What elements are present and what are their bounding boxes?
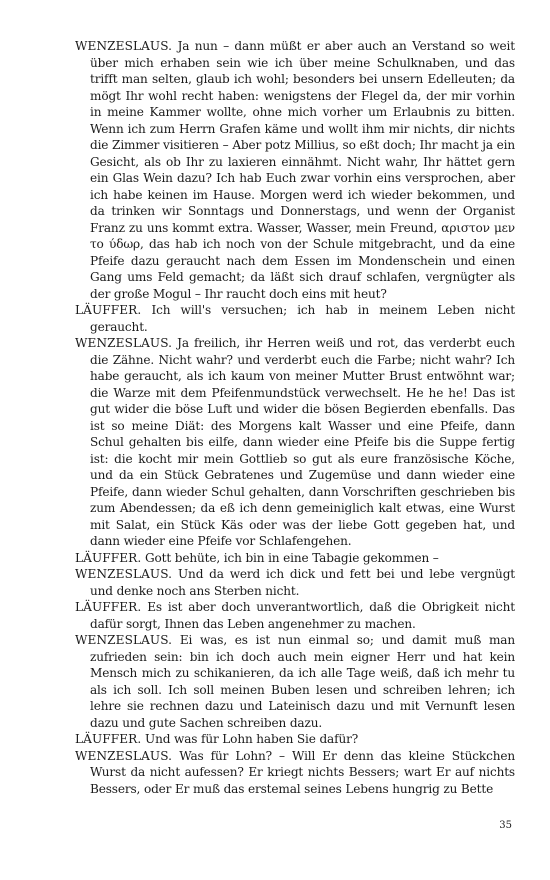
speech-text: Und da werd ich dick und fett bei und lebe vergnügt und denke noch ans Sterben nicht.: [90, 567, 515, 598]
speech-wenzeslaus-3: [75, 566, 515, 599]
speech-text: Ja nun – dann müßt er aber auch an Verstand so weit über mich erhaben sein wie ich über meine Schulknaben, und das trifft man selten, glaub ich wohl; besonders bei unsern Edelleuten; da mögt Ihr wohl recht haben: wenigstens der Flegel da, der mir vorhin in meine Kammer wollte, ohne mich vorher um Erlaubnis zu bitten. Wenn ich zum Herrn Grafen käme und wollt ihm mir nichts, dir nichts die Zimmer visitieren – Aber potz Millius, so eßt doch; Ihr macht ja ein Gesicht, als ob Ihr zu laxieren einnähmt. Nicht wahr, Ihr hättet gern ein Glas Wein dazu? Ich hab Euch zwar vorhin eins versprochen, aber ich habe keinen im Hause. Morgen werd ich wieder bekommen, und da trinken wir Sonntags und Donnerstags, und wenn der Organist Franz zu uns kommt extra. Wasser, Wasser, mein Freund, αριστον μεν το ύδωρ, das hab ich noch von der Schule mitgebracht, und da eine Pfeife dazu geraucht nach dem Essen im Mondenschein und einen Gang ums Feld gemacht; da läßt sich drauf schlafen, vergnügter als der große Mogul – Ihr raucht doch eins mit heut?: [90, 39, 515, 301]
speech-laeuffer-1: [75, 302, 515, 335]
book-page-text: [75, 38, 515, 797]
speech-wenzeslaus-4: [75, 632, 515, 731]
speech-wenzeslaus-2: [75, 335, 515, 550]
speech-text: Und was für Lohn haben Sie dafür?: [145, 732, 359, 746]
speaker-name: LÄUFFER.: [75, 303, 142, 317]
speech-laeuffer-3: [75, 599, 515, 632]
page-number: 35: [499, 820, 512, 831]
speech-text: Ich will's versuchen; ich hab in meinem Leben nicht geraucht.: [90, 303, 515, 334]
speech-wenzeslaus-5: [75, 748, 515, 798]
speaker-name: LÄUFFER.: [75, 550, 142, 565]
speaker-name: WENZESLAUS.: [75, 748, 173, 763]
speech-text: Ja freilich, ihr Herren weiß und rot, das verderbt euch die Zähne. Nicht wahr? und verderbt euch die Farbe; nicht wahr? Ich habe geraucht, als ich kaum von meiner Mutter Brust entwöhnt war; die Warze mit dem Pfeifenmundstück verwechselt. He he he! Das ist gut wider die böse Luft und wider die bösen Begierden ebenfalls. Das ist so meine Diät: des Morgens kalt Wasser und eine Pfeife, dann Schul gehalten bis eilfe, dann wieder eine Pfeife bis die Suppe fertig ist: die kocht mir mein Gottlieb so gut als eure französische Köche, und da ein Stück Gebratenes und Zugemüse und dann wieder eine Pfeife, dann wieder Schul gehalten, dann Vorschriften geschrieben bis zum Abendessen; da eß ich denn gemeiniglich kalt etwas, eine Wurst mit Salat, ein Stück Käs oder was der liebe Gott gegeben hat, und dann wieder eine Pfeife vor Schlafengehen.: [90, 336, 515, 548]
speaker-name: WENZESLAUS.: [75, 633, 173, 647]
speech-text: Ei was, es ist nun einmal so; und damit muß man zufrieden sein: bin ich doch auch mein eigner Herr und hat kein Mensch mich zu schikanieren, da ich alle Tage weiß, daß ich mehr tu als ich soll. Ich soll meinen Buben lesen und schreiben lehren; ich lehre sie rechnen dazu und Lateinisch dazu und mit Vernunft lesen dazu und gute Sachen schreiben dazu.: [90, 633, 515, 730]
speech-text: Es ist aber doch unverantwortlich, daß die Obrigkeit nicht dafür sorgt, Ihnen das Leben angenehmer zu machen.: [90, 600, 515, 631]
speech-text: Was für Lohn? – Will Er denn das kleine Stückchen Wurst da nicht aufessen? Er kriegt nichts Bessers; wart Er auf nichts Bessers, oder Er muß das erstemal seines Lebens hungrig zu Bette: [90, 748, 515, 796]
speech-laeuffer-2: [75, 550, 515, 567]
speaker-name: WENZESLAUS.: [75, 39, 173, 53]
speaker-name: LÄUFFER.: [75, 732, 142, 746]
speaker-name: LÄUFFER.: [75, 600, 142, 614]
speaker-name: WENZESLAUS.: [75, 567, 173, 581]
speech-wenzeslaus-1: [75, 38, 515, 302]
speaker-name: WENZESLAUS.: [75, 336, 173, 350]
speech-laeuffer-4: [75, 731, 515, 748]
speech-text: Gott behüte, ich bin in eine Tabagie gekommen –: [145, 550, 439, 565]
